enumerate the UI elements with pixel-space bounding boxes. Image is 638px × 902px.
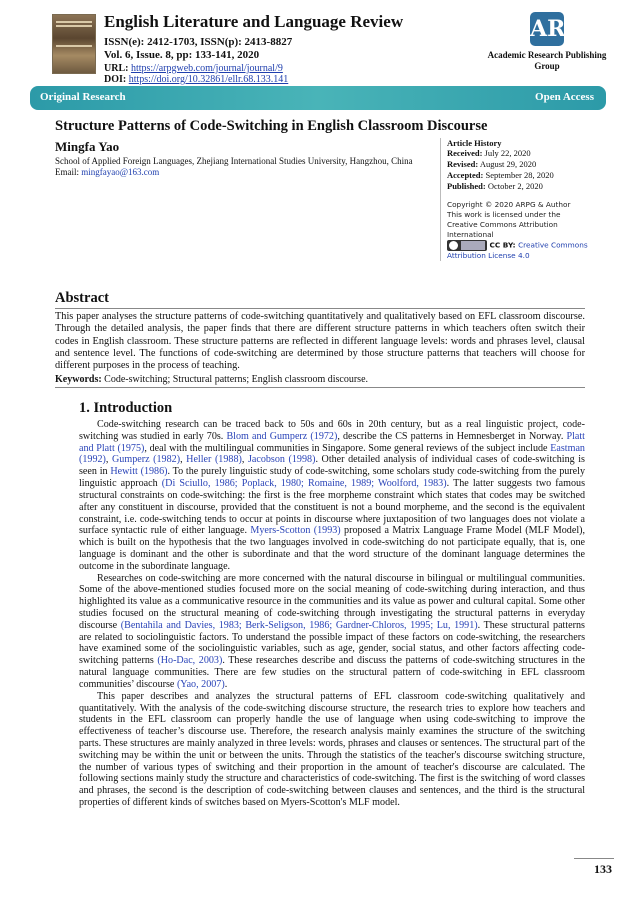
history-accepted: Accepted: September 28, 2020 [447, 170, 554, 180]
citation-link[interactable]: Hewitt (1986) [110, 466, 168, 478]
citation-link[interactable]: Blom and Gumperz (1972) [226, 430, 338, 442]
doi-link[interactable]: https://doi.org/10.32861/ellr.68.133.141 [128, 74, 289, 85]
citation-link[interactable]: Myers-Scotton (1993) [250, 525, 341, 537]
banner-access-type: Open Access [535, 91, 594, 103]
abstract-divider [55, 308, 585, 309]
intro-paragraph-1: Code-switching research can be traced back to 50s and 60s in 20th century, but as a real linguistic project, code-switching was studied in early 70s. Blom and Gumperz (1972), describe the CS patterns in Hemnesberget in Norway. Platt and Platt (1975), deal with the multilingual communities in Singapore. Some general reviews of the subject include Eastman (1992), Gumperz (1982), Heller (1988), Jacobson (1998). Other detailed analysis of individual cases of code-switching is seen in Hewitt (1986). To the purely linguistic study of code-switching, some scholars study code-switching from the purely linguistic approach (Di Sciullo, 1986; Poplack, 1980; Romaine, 1989; Woolford, 1983). The latter suggests two famous structural constraints on code-switching: the first is the free morpheme constraint which states that codes may be switched after any constituent in discourse, provided that the constituent is not a bound morpheme, and the second is the equivalent constraint, i.e. code-switching tends to occur at points in discourse where juxtaposition of two languages does not violate a surface syntactic rule of either language. Myers-Scotton (1993) proposed a Matrix Language Frame Model (MLF Model), which is built on the hypothesis that the two languages involved in code-switching do not participate equally, that is, one language is dominant and the other is subordinate and that the word structure of the dominant language determines the outcome in the subordinate language. [79, 419, 586, 572]
volume-info: Vol. 6, Issue. 8, pp: 133-141, 2020 [104, 49, 260, 61]
introduction-body [79, 419, 585, 809]
journal-url-link[interactable]: https://arpgweb.com/journal/journal/9 [130, 63, 283, 74]
author-email: Email: mingfayao@163.com [55, 167, 160, 177]
keywords-divider [55, 387, 585, 388]
issn: ISSN(e): 2412-1703, ISSN(p): 2413-8827 [104, 36, 293, 48]
article-title: Structure Patterns of Code-Switching in English Classroom Discourse [55, 118, 488, 134]
page-number: 133 [594, 862, 612, 876]
publisher-block [482, 12, 612, 72]
journal-cover-thumbnail [52, 14, 96, 74]
license-text: This work is licensed under the Creative Commons Attribution International [447, 210, 561, 239]
publisher-logo-icon: AR [530, 12, 564, 46]
publisher-name: Academic Research Publishing Group [487, 50, 607, 71]
banner-article-type: Original Research [40, 91, 126, 103]
citation-link[interactable]: (Di Sciullo, 1986; Poplack, 1980; Romaine, 1989; Woolford, 1983) [161, 478, 447, 490]
article-history [440, 138, 590, 261]
citation-link[interactable]: Gumperz (1982) [112, 454, 181, 466]
history-heading: Article History [447, 138, 502, 148]
doi-line: DOI: https://doi.org/10.32861/ellr.68.133.141 [104, 74, 289, 85]
citation-link[interactable]: (Bentahila and Davies, 1983; Berk-Seligson, 1986; Gardner-Chloros, 1995; Lu, 1991) [120, 619, 478, 631]
citation-link[interactable]: Platt and Platt (1975) [79, 430, 585, 454]
cc-by-badge-icon [447, 240, 487, 251]
abstract-heading: Abstract [55, 290, 109, 306]
history-revised: Revised: August 29, 2020 [447, 159, 537, 169]
citation-link[interactable]: (Yao, 2007) [176, 678, 225, 690]
introduction-heading: 1. Introduction [79, 400, 173, 416]
footer-divider [574, 858, 614, 859]
citation-link[interactable]: Heller (1988) [186, 454, 242, 466]
copyright-notice: Copyright © 2020 ARPG & Author [447, 200, 571, 209]
history-received: Received: July 22, 2020 [447, 148, 531, 158]
citation-link[interactable]: (Ho-Dac, 2003) [157, 655, 223, 667]
citation-link[interactable]: Jacobson (1998) [247, 454, 316, 466]
email-link[interactable]: mingfayao@163.com [81, 167, 160, 177]
article-type-banner [30, 86, 606, 110]
cc-license-link[interactable]: Creative Commons Attribution License 4.0 [447, 240, 588, 260]
keywords: Keywords: Code-switching; Structural patterns; English classroom discourse. [55, 374, 369, 385]
citation-link[interactable]: Eastman (1992) [79, 442, 585, 466]
journal-title: English Literature and Language Review [104, 12, 404, 31]
intro-paragraph-2: Researches on code-switching are more concerned with the natural discourse in bilingual or multilingual communities. Some of the above-mentioned studies focused more on the social meaning of code-switching during interaction, and thus highlighted its value as a communicative resource in the communities and its value as power and cultural capital. Some other studies focused on the structural meaning of code-switching through investigating the structural patterns in everyday discourse (Bentahila and Davies, 1983; Berk-Seligson, 1986; Gardner-Chloros, 1995; Lu, 1991). These structural patterns are related to sociolinguistic factors. To understand the possible impact of these factors on code-switching, the researchers have examined some of the sociolinguistic variables, such as age, gender, social status, and other factors affecting code-switching patterns (Ho-Dac, 2003). These researches describe and discuss the patterns of code-switching structures in the natural language communities. There are few studies on the structural pattern of code-switching in EFL classroom communities’ discourse (Yao, 2007). [79, 572, 585, 690]
author-affiliation: School of Applied Foreign Languages, Zhejiang International Studies University, Hangzhou, China [55, 156, 413, 166]
cc-license-row: CC BY: Creative Commons Attribution License 4.0 [447, 240, 588, 260]
intro-paragraph-3: This paper describes and analyzes the structural patterns of EFL classroom code-switching qualitatively and quantitatively. With the analysis of the code-switching discourse structure, the research tries to explore how teachers and students in the EFL classroom can properly handle the use of language when using code-switching to improve the effectiveness of teacher’s discourse use. Therefore, the research analysis mainly examines the structure of the switching parts. These structures are mainly analyzed in three levels: words, phrases and clauses or sentences. The structural part of the switching may be within the unit or between the units. Through the statistics of the teacher's discourse switching structure, the number of various types of switching and their proportion in the amount of teacher's discourse are calculated. The following sections mainly study the structure and characteristics of code-switching. The first is the switching of word classes and phrases, the second is the description of code-switching between clauses and sentences, and the third is the structural properties of different kinds of switches based on Myers-Scotton's MLF model. [79, 690, 585, 808]
abstract-text: This paper analyses the structure patterns of code-switching quantitatively and qualitatively based on EFL classroom discourse. Through the detailed analysis, the paper finds that there are different structure patterns in which teachers often switch their codes in English classroom. These structure patterns are reflected in different language levels: words and phrases level, clausal and sentence level. The functions of code-switching are determined by those structure patterns that teachers will choose for different purposes in the process of teaching. [55, 311, 585, 372]
url-line: URL: https://arpgweb.com/journal/journal/9 [104, 63, 283, 74]
journal-header [52, 12, 612, 85]
history-published: Published: October 2, 2020 [447, 181, 543, 191]
author-name: Mingfa Yao [55, 139, 120, 154]
